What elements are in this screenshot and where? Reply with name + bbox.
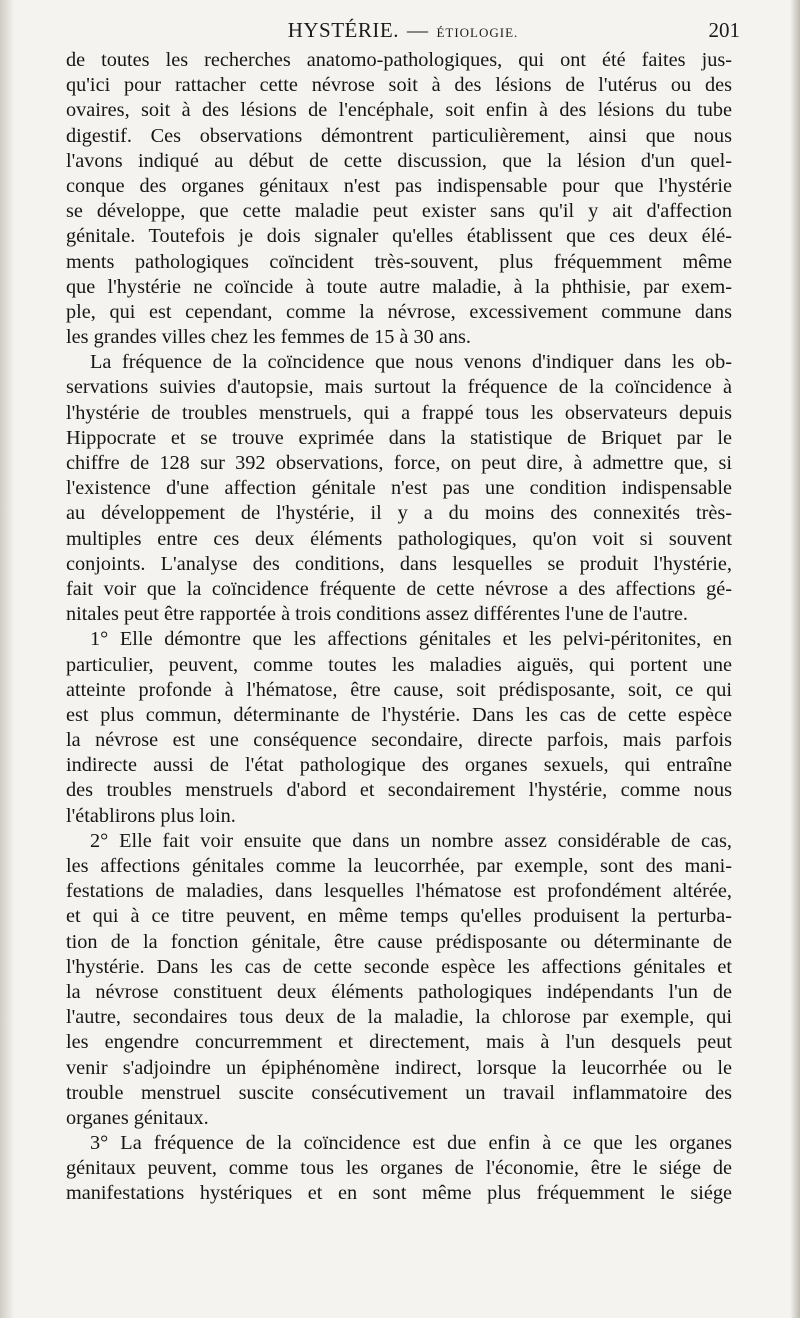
text-line: la névrose constituent deux éléments pathologiques indépendants l'un de	[66, 980, 732, 1003]
text-line: tion de la fonction génitale, être cause prédisposante ou déterminante de	[66, 930, 732, 953]
text-line: que l'hystérie ne coïncide à toute autre maladie, à la phthisie, par exem-	[66, 275, 732, 298]
text-line: l'hystérie. Dans les cas de cette seconde espèce les affections génitales et	[66, 955, 732, 978]
text-line: qu'ici pour rattacher cette névrose soit à des lésions de l'utérus ou des	[66, 74, 732, 97]
text-line: conque des organes génitaux n'est pas indispensable pour que l'hystérie	[66, 174, 732, 197]
text-line: La fréquence de la coïncidence que nous venons d'indiquer dans les ob-	[90, 351, 732, 374]
text-line: génitaux peuvent, comme tous les organes de l'économie, être le siége de	[66, 1157, 732, 1180]
page-header	[66, 8, 740, 44]
text-line: ments pathologiques coïncident très-souvent, plus fréquemment même	[66, 250, 732, 273]
text-line: au développement de l'hystérie, il y a du moins des connexités très-	[66, 502, 732, 525]
running-title-sub: ÉTIOLOGIE.	[436, 25, 519, 40]
text-line: nitales peut être rapportée à trois conditions assez différentes l'une de l'autre.	[66, 603, 688, 626]
text-line: Hippocrate et se trouve exprimée dans la statistique de Briquet par le	[66, 426, 732, 449]
text-line: 2° Elle fait voir ensuite que dans un nombre assez considérable de cas,	[90, 829, 732, 852]
text-line: les affections génitales comme la leucorrhée, par exemple, sont des mani-	[66, 855, 732, 877]
text-line: organes génitaux.	[66, 1106, 209, 1129]
text-line: l'établirons plus loin.	[66, 804, 236, 827]
text-line: conjoints. L'analyse des conditions, dans lesquelles se produit l'hystérie,	[66, 552, 732, 575]
text-line: l'avons indiqué au début de cette discussion, que la lésion d'un quel-	[66, 149, 732, 172]
text-line: et qui à ce titre peuvent, en même temps qu'elles produisent la perturba-	[66, 905, 732, 928]
text-line: se développe, que cette maladie peut exister sans qu'il y ait d'affection	[66, 200, 732, 223]
page-number: 201	[708, 18, 740, 42]
text-line: multiples entre ces deux éléments pathologiques, qu'on voit si souvent	[66, 527, 732, 550]
text-line: indirecte aussi de l'état pathologique des organes sexuels, qui entraîne	[66, 754, 732, 777]
text-line: festations de maladies, dans lesquelles l'hématose est profondément altérée,	[66, 880, 732, 903]
text-line: atteinte profonde à l'hématose, être cause, soit prédisposante, soit, ce qui	[66, 678, 732, 701]
text-line: manifestations hystériques et en sont même plus fréquemment le siége	[66, 1182, 732, 1205]
text-line: génitale. Toutefois je dois signaler qu'elles établissent que ces deux élé-	[66, 225, 732, 248]
text-line: digestif. Ces observations démontrent particulièrement, ainsi que nous	[66, 124, 732, 147]
text-line: l'existence d'une affection génitale n'est pas une condition indispensable	[66, 477, 732, 500]
text-line: l'hystérie de troubles menstruels, qui a frappé tous les observateurs depuis	[66, 401, 732, 424]
text-line: servations suivies d'autopsie, mais surtout la fréquence de la coïncidence à	[66, 376, 732, 399]
text-line: les engendre concurremment et directement, mais à l'un desquels peut	[66, 1031, 732, 1054]
running-title-dash: —	[406, 18, 429, 42]
text-line: venir s'adjoindre un épiphénomène indirect, lorsque la leucorrhée ou le	[66, 1056, 732, 1079]
text-line: de toutes les recherches anatomo-pathologiques, qui ont été faites jus-	[66, 49, 732, 71]
text-line: trouble menstruel suscite consécutivement un travail inflammatoire des	[66, 1081, 732, 1104]
text-line: la névrose est une conséquence secondaire, directe parfois, mais parfois	[66, 729, 732, 752]
text-line: particulier, peuvent, comme toutes les maladies aiguës, qui portent une	[66, 653, 732, 676]
running-title-main: HYSTÉRIE.	[287, 18, 399, 42]
text-line: ovaires, soit à des lésions de l'encéphale, soit enfin à des lésions du tube	[66, 99, 732, 122]
text-line: l'autre, secondaires tous deux de la maladie, la chlorose par exemple, qui	[66, 1006, 732, 1029]
body-text	[66, 48, 732, 1207]
text-line: 1° Elle démontre que les affections génitales et les pelvi-péritonites, en	[90, 628, 732, 651]
text-line: des troubles menstruels d'abord et secondairement l'hystérie, comme nous	[66, 779, 732, 802]
text-line: les grandes villes chez les femmes de 15 à 30 ans.	[66, 326, 471, 349]
text-line: est plus commun, déterminante de l'hystérie. Dans les cas de cette espèce	[66, 703, 732, 726]
running-title	[66, 18, 740, 43]
text-line: ple, qui est cependant, comme la névrose, excessivement commune dans	[66, 300, 732, 323]
text-line: 3° La fréquence de la coïncidence est due enfin à ce que les organes	[90, 1132, 732, 1155]
text-line: chiffre de 128 sur 392 observations, force, on peut dire, à admettre que, si	[66, 452, 732, 474]
text-line: fait voir que la coïncidence fréquente de cette névrose a des affections gé-	[66, 577, 732, 600]
